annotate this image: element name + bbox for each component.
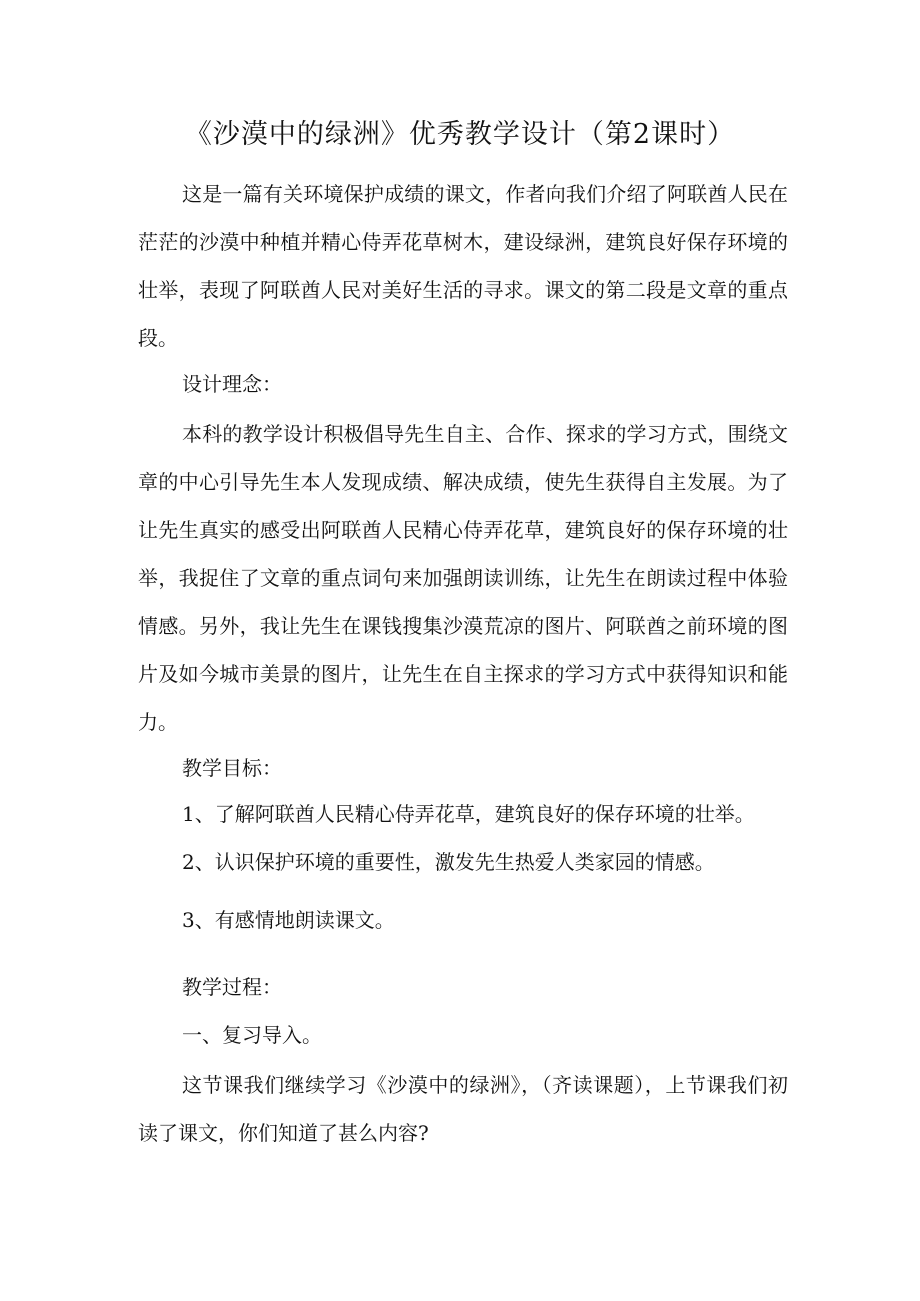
intro-paragraph: 这是一篇有关环境保护成绩的课文，作者向我们介绍了阿联酋人民在茫茫的沙漠中种植并精心侍弄花草树木，建设绿洲，建筑良好保存环境的壮举，表现了阿联酋人民对美好生活的寻求。课文的第二段是文章的重点段。 [138, 182, 788, 350]
step-one-paragraph: 这节课我们继续学习《沙漠中的绿洲》，（齐读课题），上节课我们初读了课文，你们知道了甚么内容? [138, 1073, 788, 1145]
design-concept-paragraph: 本科的教学设计积极倡导先生自主、合作、探求的学习方式，围绕文章的中心引导先生本人发现成绩、解决成绩，使先生获得自主发展。为了让先生真实的感受出阿联酋人民精心侍弄花草，建筑良好的保存环境的壮举，我捉住了文章的重点词句来加强朗读训练，让先生在朗读过程中体验情感。另外，我让先生在课钱搜集沙漠荒凉的图片、阿联酋之前环境的图片及如今城市美景的图片，让先生在自主探求的学习方式中获得知识和能力。 [138, 422, 788, 734]
teaching-goals-heading: 教学目标： [182, 756, 282, 780]
teaching-process-heading: 教学过程： [182, 975, 282, 999]
design-concept-heading: 设计理念： [182, 372, 282, 396]
teaching-goal-1: 1、了解阿联酋人民精心侍弄花草，建筑良好的保存环境的壮举。 [182, 802, 755, 826]
document-title: 《沙漠中的绿洲》优秀教学设计（第2课时） [184, 119, 736, 150]
teaching-goal-3: 3、有感情地朗读课文。 [182, 908, 395, 932]
step-one-heading: 一、复习导入。 [182, 1023, 322, 1047]
teaching-goal-2: 2、认识保护环境的重要性，激发先生热爱人类家园的情感。 [182, 850, 715, 874]
